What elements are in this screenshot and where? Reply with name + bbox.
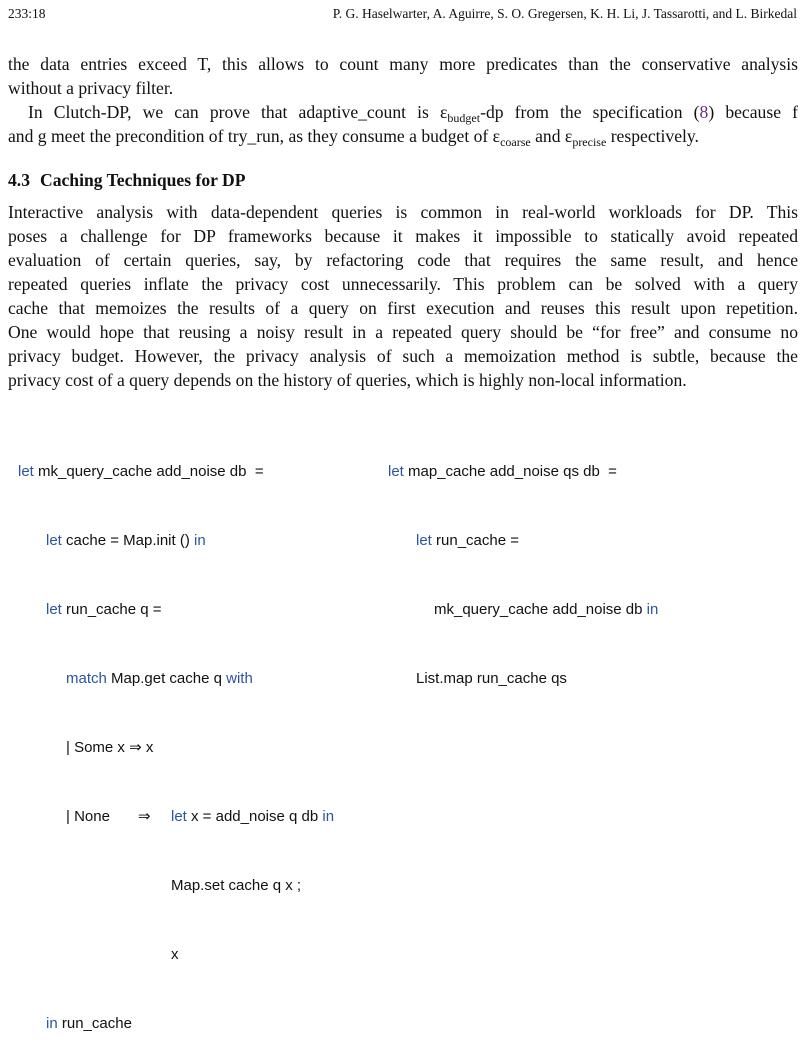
text-line: privacy budget. However, the privacy analysis of such a memoization method is subtle, because the	[8, 346, 798, 366]
text-line: evaluation of certain queries, say, by refactoring code that requires the same result, and hence	[8, 250, 798, 270]
code-line: let map_cache add_noise qs db =	[388, 463, 617, 480]
code-listing-map-cache	[388, 414, 658, 713]
code-line: | Some x ⇒ x	[66, 739, 154, 756]
paragraph-continuation	[8, 52, 798, 100]
code-line: in run_cache	[46, 1015, 132, 1032]
text-line: without a privacy filter.	[8, 78, 174, 98]
text-line: repeated queries inflate the privacy cost unnecessarily. This problem can be solved with a query	[8, 274, 798, 294]
text-line: cache that memoizes the results of a query on first execution and reuses this result upon repetition.	[8, 298, 798, 318]
paragraph-clutch-dp	[8, 100, 798, 148]
author-list: P. G. Haselwarter, A. Aguirre, S. O. Gregersen, K. H. Li, J. Tassarotti, and L. Birkedal	[332, 6, 797, 21]
code-line: | None ⇒ let x = add_noise q db in	[66, 808, 335, 825]
running-header	[8, 6, 797, 24]
section-title: Caching Techniques for DP	[40, 170, 246, 190]
code-line: let run_cache q =	[46, 601, 162, 618]
code-line: let cache = Map.init () in	[46, 532, 206, 549]
code-line: mk_query_cache add_noise db in	[434, 601, 659, 618]
paragraph-caching	[8, 200, 798, 392]
code-line: x	[171, 946, 179, 963]
code-line: let mk_query_cache add_noise db =	[18, 463, 264, 480]
text-line: One would hope that reusing a noisy result in a repeated query should be “for free” and consume no	[8, 322, 798, 342]
text-line: the data entries exceed T, this allows to count many more predicates than the conservative analysis	[8, 54, 798, 74]
citation-link[interactable]: 8	[699, 102, 709, 122]
text-line: In Clutch-DP, we can prove that adaptive_count is $\varepsilon_{budget}-dp$ from the specification (8) because f	[28, 102, 798, 125]
section-heading	[8, 170, 245, 191]
code-line: match Map.get cache q with	[66, 670, 253, 687]
text-line: Interactive analysis with data-dependent queries is common in real-world workloads for DP. This	[8, 202, 798, 222]
code-listing-mk-query-cache	[18, 414, 335, 1058]
code-line: let run_cache =	[416, 532, 519, 549]
text-line: poses a challenge for DP frameworks because it makes it impossible to statically avoid repeated	[8, 226, 798, 246]
code-line: Map.set cache q x ;	[171, 877, 302, 894]
text-line: and g meet the precondition of try_run, as they consume a budget of $\varepsilon_{coarse}$ and $\varepsilon_{precise}$ respectively.	[8, 126, 699, 149]
code-line: List.map run_cache qs	[416, 670, 567, 687]
text-line: privacy cost of a query depends on the history of queries, which is highly non-local information.	[8, 370, 687, 390]
section-number: 4.3	[8, 170, 30, 190]
page-number: 233:18	[8, 6, 46, 21]
